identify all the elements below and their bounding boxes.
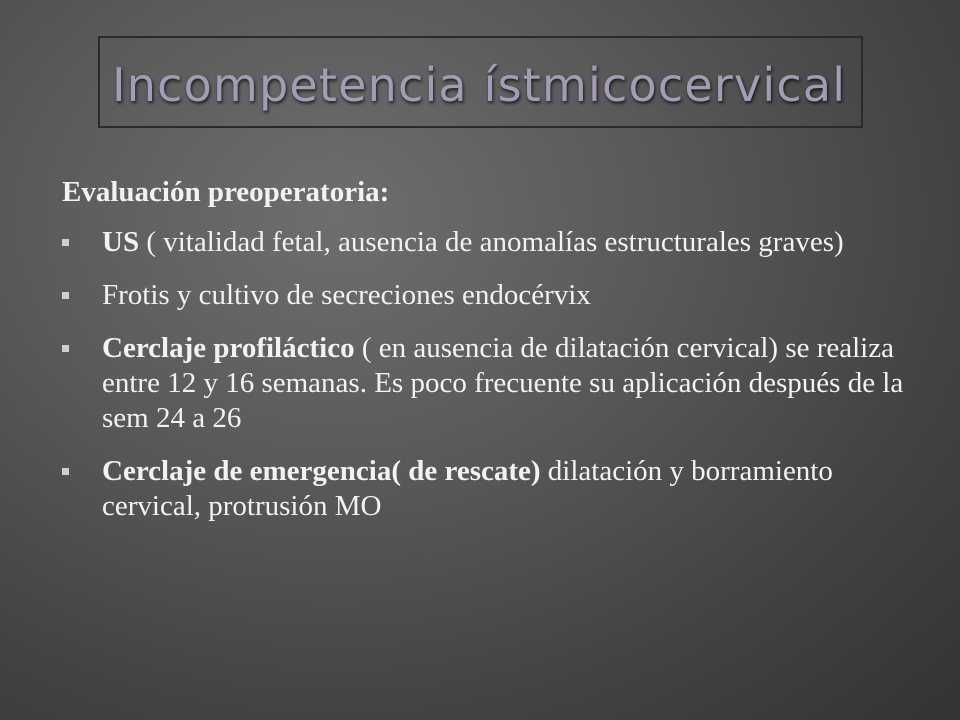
bullet-bold-text: US <box>102 226 140 258</box>
bullet-text: ( en ausencia de dilatación cervical) se realiza entre 12 y 16 semanas. Es poco frecuente su aplicación después de la sem 24 a 26 <box>102 332 904 434</box>
section-heading: Evaluación preoperatoria: <box>62 176 390 208</box>
square-bullet-icon <box>62 345 69 352</box>
bullet-item-cerclaje-emergencia <box>62 454 922 524</box>
bullet-text: Frotis y cultivo de secreciones endocérvix <box>102 279 591 311</box>
slide-title: Incompetencia ístmicocervical <box>112 58 847 112</box>
square-bullet-icon <box>62 468 69 475</box>
bullet-item-frotis <box>62 278 922 313</box>
bullet-item-us <box>62 225 922 260</box>
square-bullet-icon <box>62 292 69 299</box>
bullet-bold-text: Cerclaje profiláctico <box>102 332 355 364</box>
bullet-text: ( vitalidad fetal, ausencia de anomalías estructurales graves) <box>139 226 844 258</box>
square-bullet-icon <box>62 239 69 246</box>
bullet-text: dilatación y borramiento cervical, protrusión MO <box>102 455 833 522</box>
slide-content <box>62 175 922 542</box>
bullet-item-cerclaje-profilactico <box>62 331 922 436</box>
bullet-bold-text: Cerclaje de emergencia( de rescate) <box>102 455 541 487</box>
